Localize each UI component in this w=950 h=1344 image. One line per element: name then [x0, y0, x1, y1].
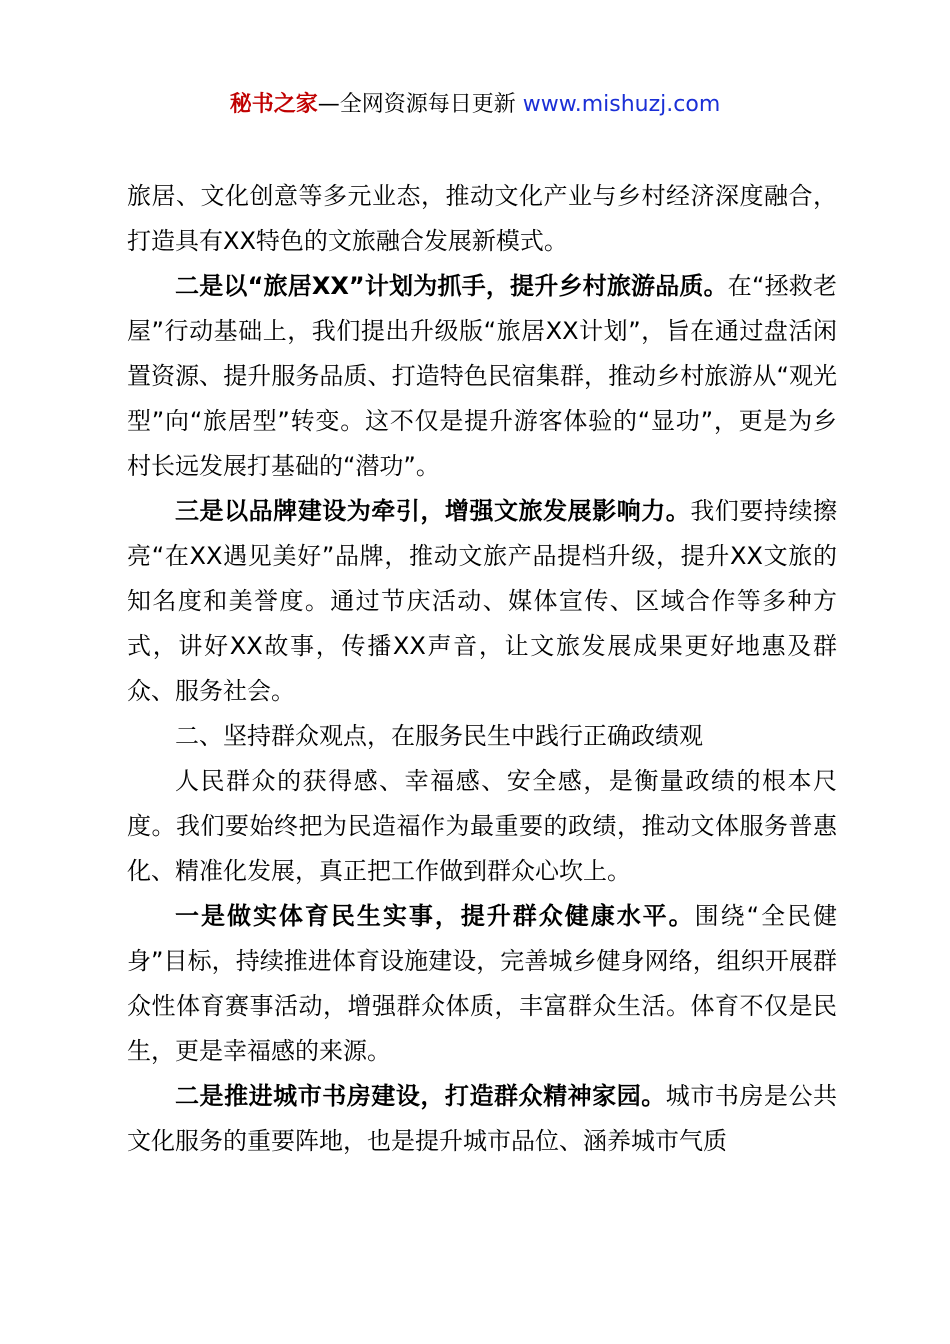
section-heading-text: 二、坚持群众观点，在服务民生中践行正确政绩观	[175, 722, 703, 750]
paragraph-continuation	[127, 174, 837, 264]
paragraph-intro	[127, 759, 837, 894]
paragraph-point-2b	[127, 1074, 837, 1164]
paragraph-point-2	[127, 264, 837, 489]
paragraph-text: 旅居、文化创意等多元业态，推动文化产业与乡村经济深度融合，打造具有XX特色的文旅融合发展新模式。	[127, 182, 837, 255]
paragraph-lead: 三是以品牌建设为牵引，增强文旅发展影响力。	[175, 497, 691, 525]
header-slogan: —全网资源每日更新	[317, 92, 523, 117]
paragraph-text: 围绕“全民健身”目标，持续推进体育设施建设，完善城乡健身网络，组织开展群众性体育赛事活动，增强群众体质，丰富群众生活。体育不仅是民生，更是幸福感的来源。	[127, 902, 838, 1065]
paragraph-text: 人民群众的获得感、幸福感、安全感，是衡量政绩的根本尺度。我们要始终把为民造福作为最重要的政绩，推动文体服务普惠化、精准化发展，真正把工作做到群众心坎上。	[127, 767, 837, 885]
paragraph-point-1	[127, 894, 837, 1074]
page-header	[0, 88, 950, 122]
brand-name: 秘书之家	[229, 92, 318, 117]
document-body	[127, 174, 837, 1164]
paragraph-point-3	[127, 489, 837, 714]
header-url[interactable]: www.mishuzj.com	[522, 92, 721, 117]
paragraph-lead: 一是做实体育民生实事，提升群众健康水平。	[175, 902, 695, 930]
paragraph-text: 我们要持续擦亮“在XX遇见美好”品牌，推动文旅产品提档升级，提升XX文旅的知名度和美誉度。通过节庆活动、媒体宣传、区域合作等多种方式，讲好XX故事，传播XX声音，让文旅发展成果更好地惠及群众、服务社会。	[127, 497, 838, 705]
paragraph-lead: 二是以“旅居XX”计划为抓手，提升乡村旅游品质。	[175, 272, 728, 300]
paragraph-lead: 二是推进城市书房建设，打造群众精神家园。	[175, 1082, 666, 1110]
paragraph-text: 城市书房是公共文化服务的重要阵地，也是提升城市品位、涵养城市气质	[127, 1082, 838, 1155]
section-heading	[127, 714, 837, 759]
paragraph-text: 在“拯救老屋”行动基础上，我们提出升级版“旅居XX计划”，旨在通过盘活闲置资源、提升服务品质、打造特色民宿集群，推动乡村旅游从“观光型”向“旅居型”转变。这不仅是提升游客体验的“显功”，更是为乡村长远发展打基础的“潜功”。	[127, 272, 837, 480]
